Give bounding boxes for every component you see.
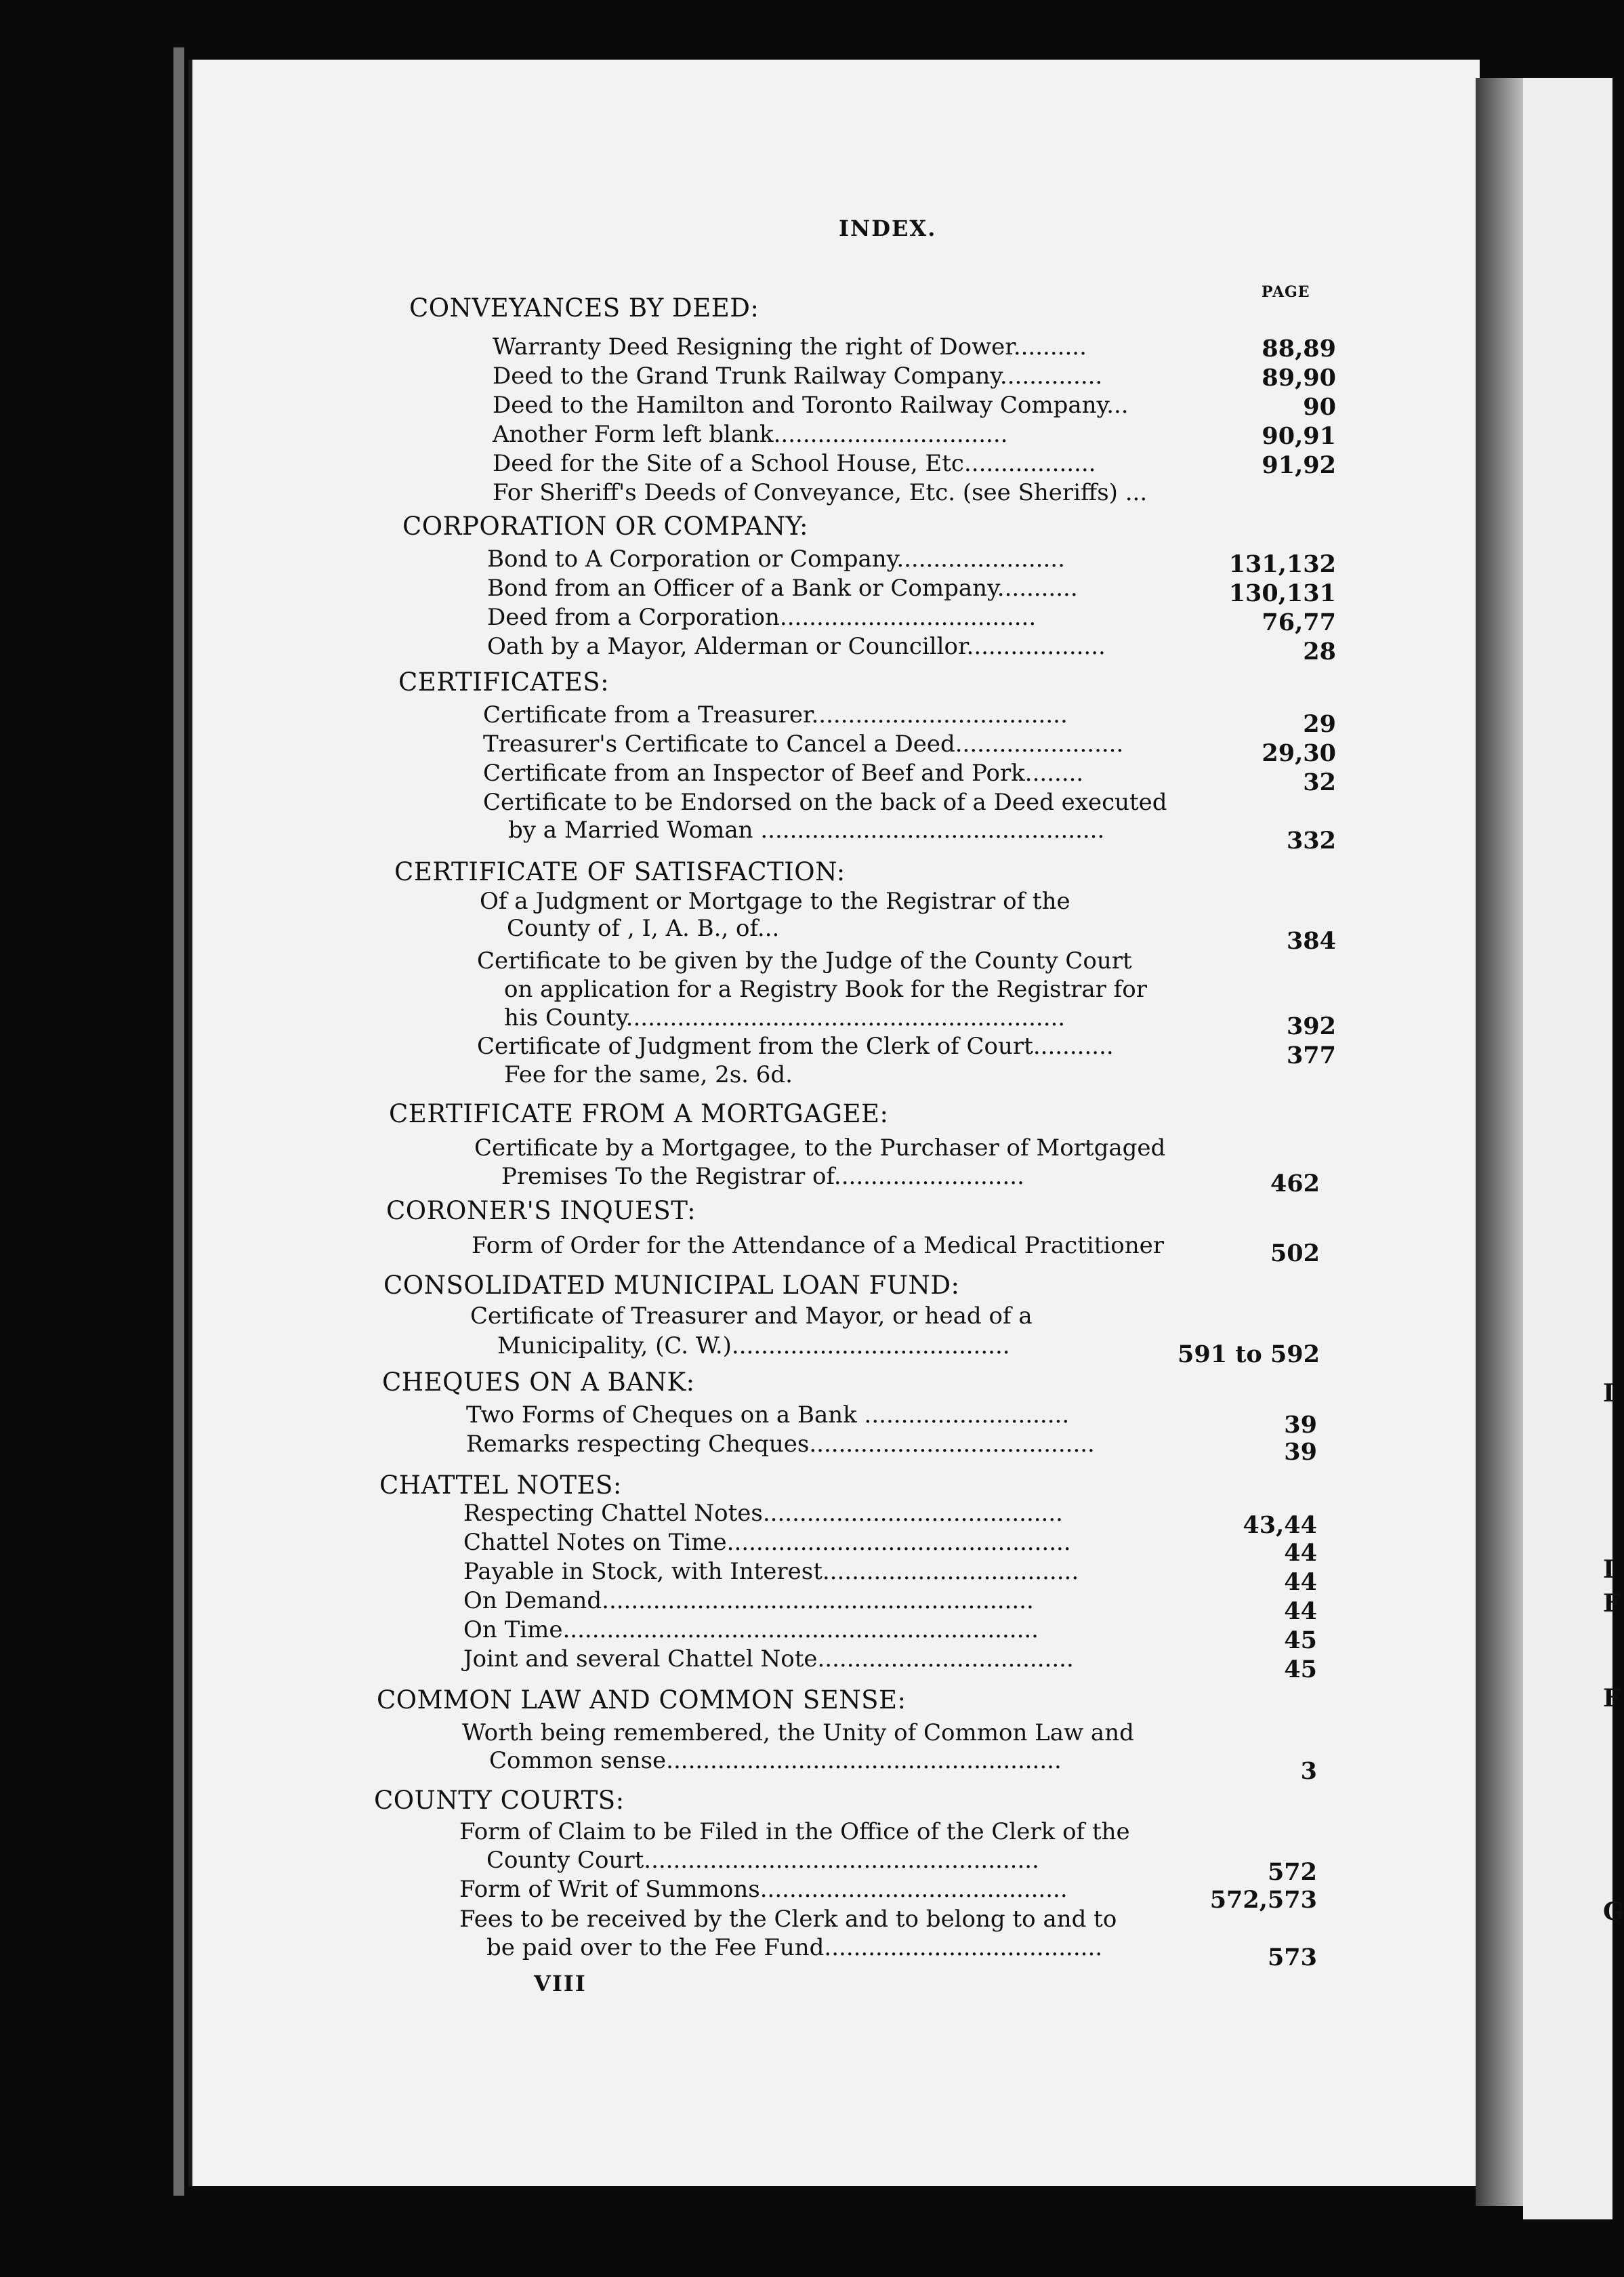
page-ref: 591 to 592 bbox=[1178, 1340, 1320, 1368]
page-ref: 502 bbox=[1270, 1239, 1320, 1267]
page-ref: 39 bbox=[1284, 1411, 1317, 1439]
page-ref: 90 bbox=[1303, 393, 1336, 421]
adjacent-page-letter: G bbox=[1603, 1898, 1624, 1926]
page-ref: 45 bbox=[1284, 1656, 1317, 1683]
index-entry-continuation: County of , I, A. B., of... bbox=[507, 915, 780, 942]
index-entry: On Time................................................................. bbox=[463, 1616, 1039, 1643]
index-entry: Bond from an Officer of a Bank or Company........... bbox=[487, 575, 1078, 602]
page-ref: 32 bbox=[1303, 768, 1336, 796]
index-entry: Deed from a Corporation................................... bbox=[487, 604, 1037, 631]
section-title: COMMON LAW AND COMMON SENSE: bbox=[377, 1685, 907, 1715]
index-entry: Certificate of Judgment from the Clerk of Court........... bbox=[477, 1033, 1114, 1060]
section-title: CERTIFICATE OF SATISFACTION: bbox=[394, 857, 846, 886]
page-binding-edge bbox=[173, 47, 184, 2196]
index-entry: For Sheriff's Deeds of Conveyance, Etc. (see Sheriffs) ... bbox=[493, 479, 1148, 506]
section-title: CERTIFICATE FROM A MORTGAGEE: bbox=[389, 1099, 889, 1128]
section-title: CORONER'S INQUEST: bbox=[386, 1196, 696, 1225]
page-ref: 130,131 bbox=[1228, 579, 1336, 607]
section-title: CHATTEL NOTES: bbox=[379, 1471, 622, 1500]
page-ref: 91,92 bbox=[1262, 451, 1336, 479]
section-title: CORPORATION OR COMPANY: bbox=[402, 512, 808, 541]
index-entry: Worth being remembered, the Unity of Common Law and bbox=[462, 1719, 1134, 1746]
adjacent-page-letter: F bbox=[1603, 1684, 1621, 1712]
adjacent-page bbox=[1523, 78, 1624, 2219]
section-title: CONVEYANCES BY DEED: bbox=[409, 293, 759, 323]
index-entry: Deed to the Hamilton and Toronto Railway Company... bbox=[493, 392, 1129, 419]
index-entry: Two Forms of Cheques on a Bank ............................ bbox=[466, 1401, 1070, 1429]
index-entry: Certificate from an Inspector of Beef and Pork........ bbox=[483, 760, 1084, 787]
index-entry: Form of Claim to be Filed in the Office of the Clerk of the bbox=[459, 1818, 1130, 1845]
section-title: CERTIFICATES: bbox=[398, 668, 610, 697]
index-entry-continuation: be paid over to the Fee Fund...................................... bbox=[486, 1934, 1103, 1961]
index-entry: Fees to be received by the Clerk and to belong to and to bbox=[459, 1906, 1117, 1933]
section-title: COUNTY COURTS: bbox=[374, 1786, 625, 1815]
page-ref: 89,90 bbox=[1262, 364, 1336, 392]
page-ref: 131,132 bbox=[1228, 550, 1336, 578]
index-entry-continuation: County Court...................................................... bbox=[486, 1847, 1039, 1874]
index-entry: Of a Judgment or Mortgage to the Registrar of the bbox=[480, 888, 1070, 915]
index-entry: Warranty Deed Resigning the right of Dower.......... bbox=[493, 333, 1087, 361]
page-column-label: PAGE bbox=[1262, 283, 1310, 301]
page-ref: 384 bbox=[1286, 927, 1336, 955]
page-number: VIII bbox=[534, 1971, 587, 1996]
index-entry: Fee for the same, 2s. 6d. bbox=[504, 1061, 793, 1088]
index-entry: Respecting Chattel Notes......................................... bbox=[463, 1500, 1063, 1527]
index-entry: Certificate by a Mortgagee, to the Purchaser of Mortgaged bbox=[474, 1134, 1166, 1162]
index-entry: Remarks respecting Cheques....................................... bbox=[466, 1431, 1095, 1458]
page-ref: 392 bbox=[1286, 1012, 1336, 1040]
page-ref: 45 bbox=[1284, 1626, 1317, 1654]
index-entry-continuation: Municipality, (C. W.)...................................... bbox=[497, 1332, 1010, 1359]
index-entry: Payable in Stock, with Interest................................... bbox=[463, 1558, 1079, 1585]
index-entry: Oath by a Mayor, Alderman or Councillor................... bbox=[487, 633, 1106, 660]
page-ref: 88,89 bbox=[1262, 335, 1336, 363]
adjacent-page-letter: I bbox=[1603, 1555, 1615, 1584]
page-ref: 462 bbox=[1270, 1170, 1320, 1197]
index-entry-continuation: Premises To the Registrar of.......................... bbox=[501, 1163, 1024, 1190]
section-title: CHEQUES ON A BANK: bbox=[382, 1368, 695, 1397]
page-ref: 572 bbox=[1267, 1858, 1317, 1886]
page-ref: 573 bbox=[1267, 1944, 1317, 1971]
section-title: CONSOLIDATED MUNICIPAL LOAN FUND: bbox=[383, 1271, 960, 1300]
index-entry: Another Form left blank................................ bbox=[493, 421, 1008, 448]
index-entry: Deed to the Grand Trunk Railway Company.............. bbox=[493, 363, 1103, 390]
index-entry-continuation: by a Married Woman ............................................... bbox=[508, 817, 1105, 844]
index-entry: Certificate from a Treasurer................................... bbox=[483, 701, 1068, 729]
index-entry: Joint and several Chattel Note................................... bbox=[463, 1645, 1074, 1673]
index-entry: Form of Writ of Summons.......................................... bbox=[459, 1876, 1068, 1903]
index-entry: Deed for the Site of a School House, Etc.................. bbox=[493, 450, 1096, 477]
page-ref: 39 bbox=[1284, 1438, 1317, 1466]
adjacent-page-letter: F bbox=[1603, 1589, 1621, 1618]
page-gutter-shadow bbox=[1476, 78, 1523, 2206]
adjacent-page-letter: I bbox=[1603, 1379, 1615, 1408]
index-entry: Bond to A Corporation or Company....................... bbox=[487, 546, 1065, 573]
page-ref: 90,91 bbox=[1262, 422, 1336, 450]
page-ref: 332 bbox=[1286, 827, 1336, 855]
index-entry: Form of Order for the Attendance of a Medical Practitioner bbox=[472, 1232, 1165, 1259]
index-entry-continuation: Common sense...................................................... bbox=[489, 1747, 1062, 1774]
page-ref: 44 bbox=[1284, 1597, 1317, 1625]
page-title: INDEX. bbox=[839, 216, 937, 241]
page-ref: 377 bbox=[1286, 1042, 1336, 1069]
page-ref: 44 bbox=[1284, 1539, 1317, 1567]
index-entry: Certificate of Treasurer and Mayor, or head of a bbox=[470, 1302, 1033, 1330]
page-ref: 28 bbox=[1303, 638, 1336, 665]
index-entry: Certificate to be Endorsed on the back of a Deed executed bbox=[483, 789, 1167, 816]
page-ref: 29,30 bbox=[1262, 739, 1336, 767]
index-entry: Chattel Notes on Time............................................... bbox=[463, 1529, 1071, 1556]
page-ref: 572,573 bbox=[1209, 1886, 1317, 1914]
index-entry: On Demand........................................................... bbox=[463, 1587, 1034, 1614]
page-ref: 43,44 bbox=[1243, 1511, 1317, 1539]
page-ref: 44 bbox=[1284, 1568, 1317, 1596]
page-ref: 3 bbox=[1300, 1757, 1317, 1785]
index-entry: Treasurer's Certificate to Cancel a Deed....................... bbox=[483, 731, 1124, 758]
index-entry-continuation: his County............................................................ bbox=[504, 1004, 1066, 1031]
index-entry-continuation: on application for a Registry Book for the Registrar for bbox=[504, 976, 1147, 1003]
page-ref: 29 bbox=[1303, 710, 1336, 738]
page-ref: 76,77 bbox=[1262, 609, 1336, 636]
index-entry: Certificate to be given by the Judge of the County Court bbox=[477, 947, 1132, 975]
